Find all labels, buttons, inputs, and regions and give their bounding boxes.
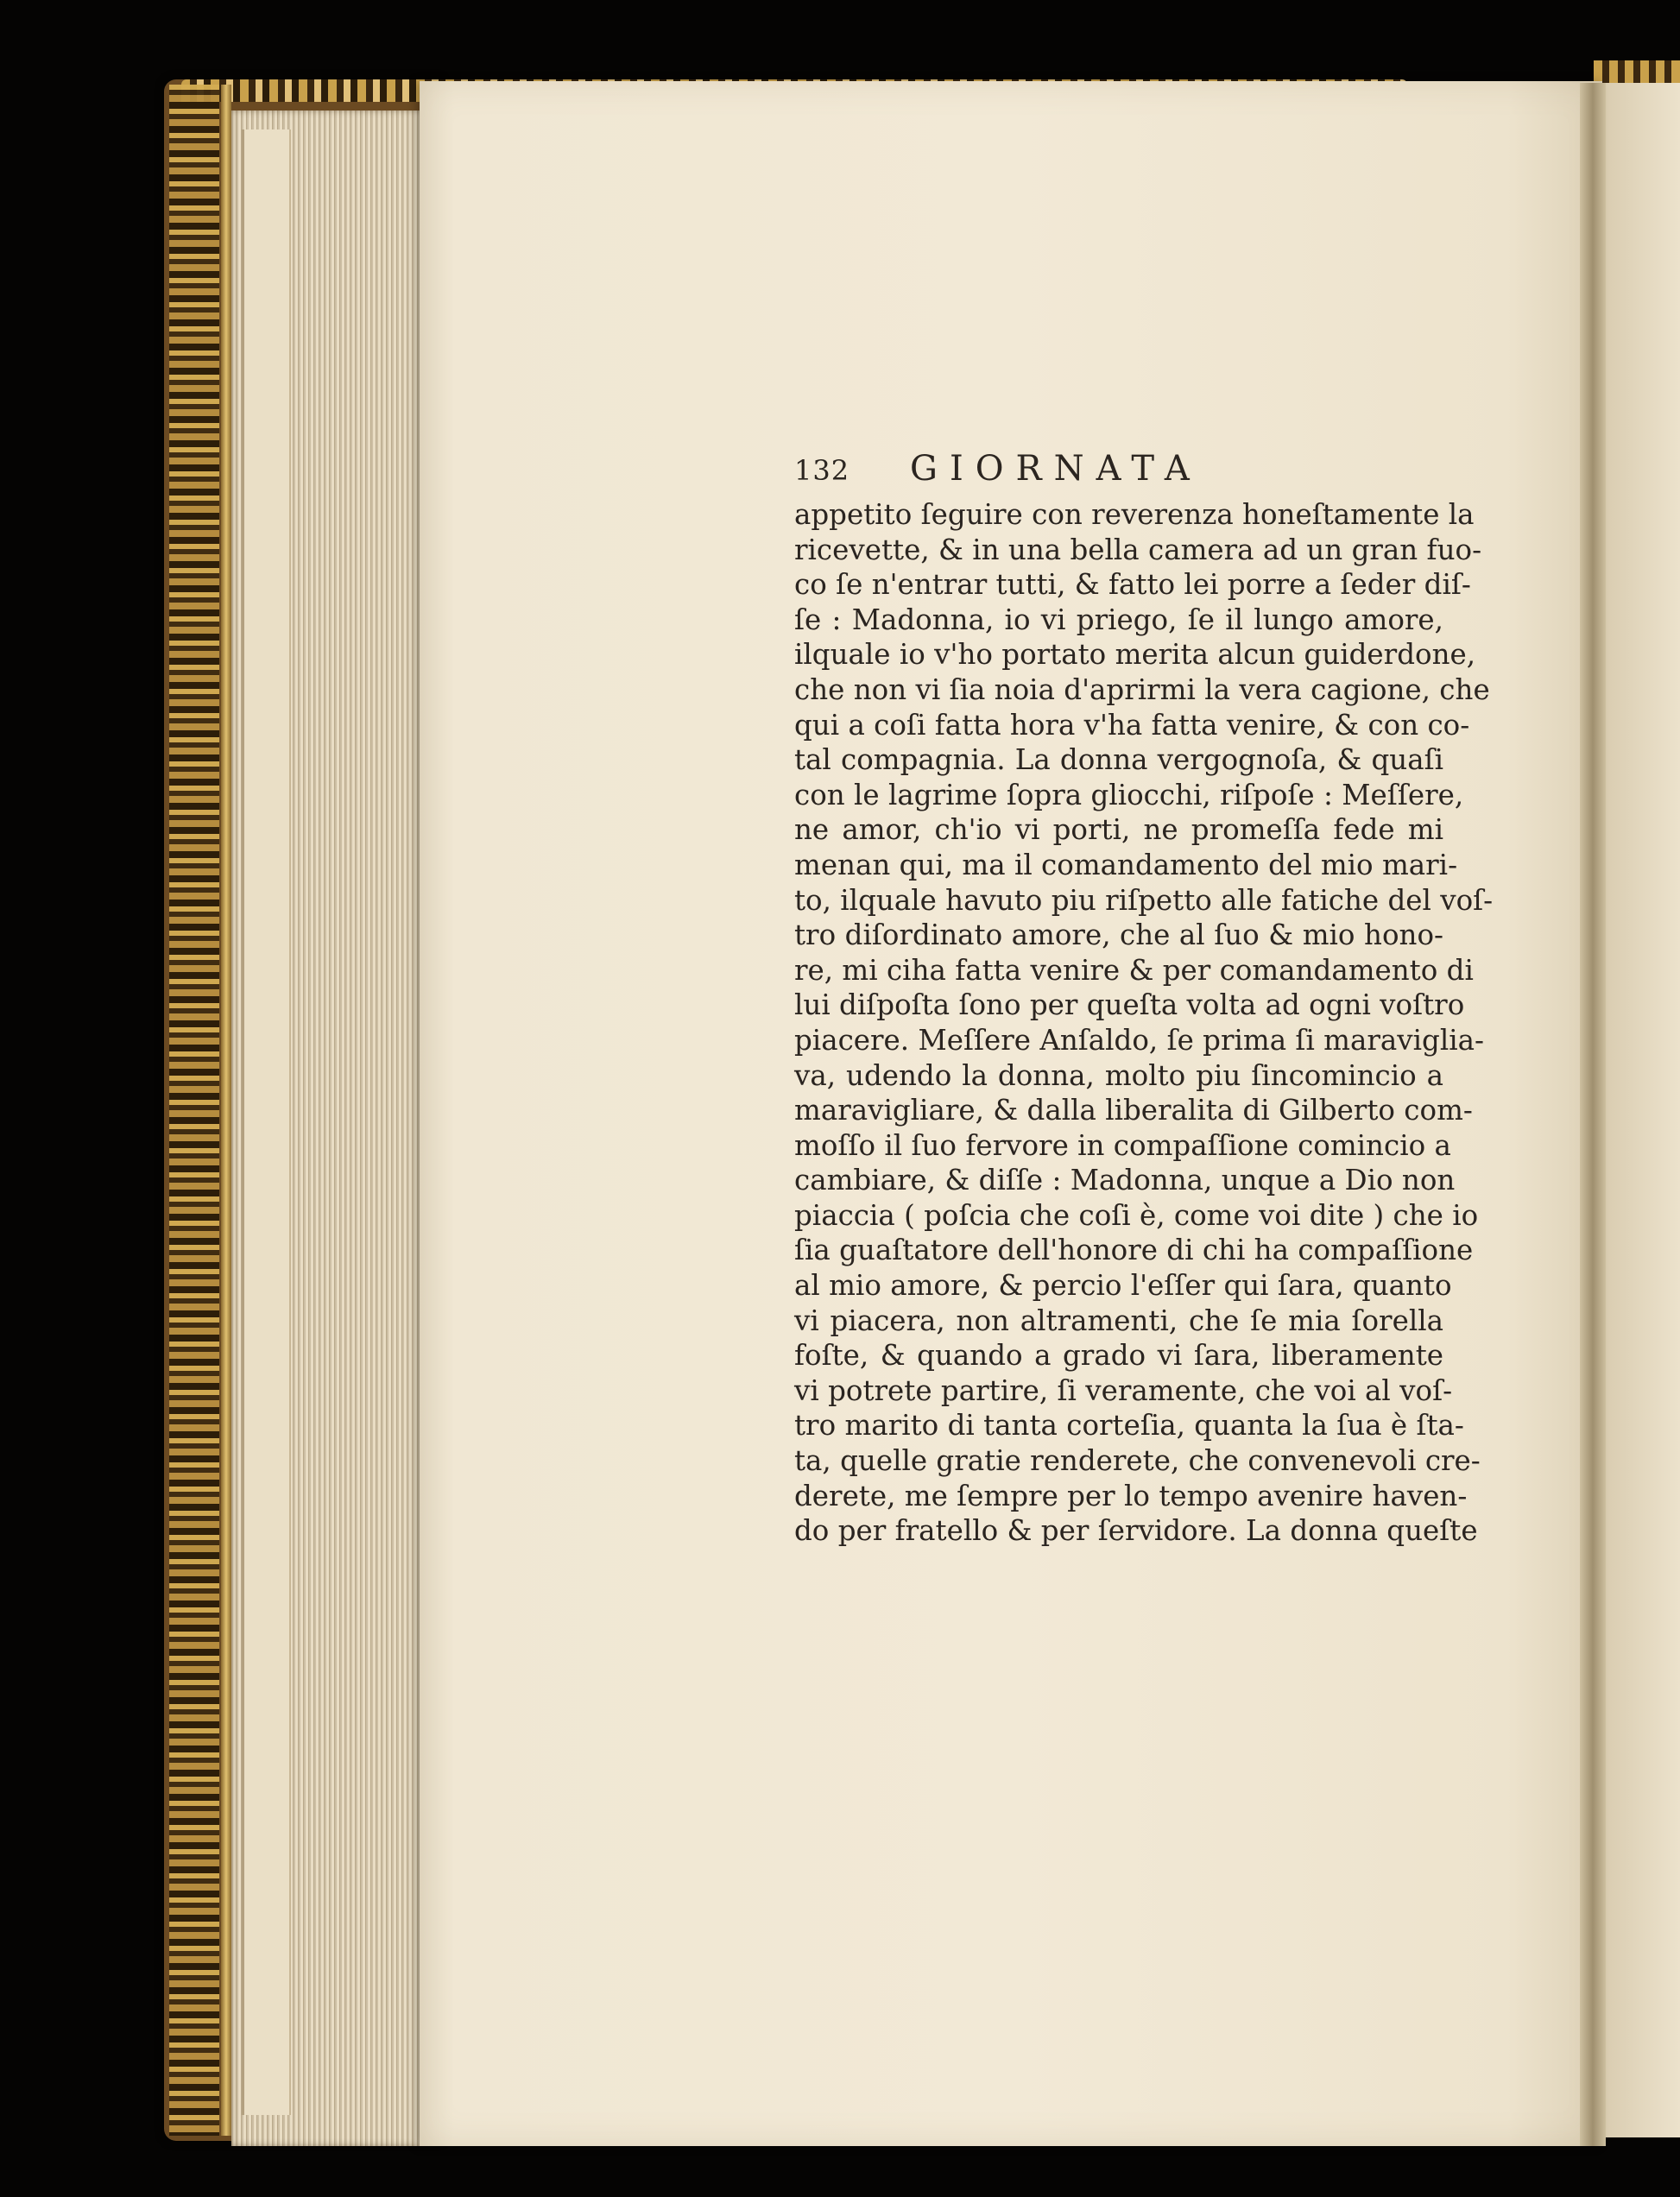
text-line: ne amor, ch'io vi porti, ne promeſſa fede mi [794, 813, 1443, 847]
text-line: tro marito di tanta corteſia, quanta la ſua è ſta- [794, 1409, 1464, 1443]
running-head: GIORNATA [910, 449, 1202, 489]
body-text [794, 497, 1494, 1549]
gilt-fillet-line [221, 85, 231, 2136]
text-line: ilquale io v'ho portato merita alcun guiderdone, [794, 638, 1476, 672]
text-line: cambiare, & diſſe : Madonna, unque a Dio non [794, 1164, 1456, 1197]
facing-cover-edge [1594, 60, 1680, 83]
page-header [794, 449, 1450, 501]
book-gutter [1580, 83, 1606, 2146]
text-line: qui a coſi fatta hora v'ha fatta venire, & con co- [794, 708, 1470, 742]
text-line: maravigliare, & dalla liberalita di Gilberto com- [794, 1094, 1473, 1127]
text-line: co ſe n'entrar tutti, & fatto lei porre a ſeder diſ- [794, 568, 1471, 602]
text-line: foſte, & quando a grado vi ſara, liberamente [794, 1339, 1443, 1373]
text-line: appetito ſeguire con reverenza honeſtamente la [794, 498, 1475, 531]
text-line: ta, quelle gratie renderete, che convenevoli cre- [794, 1444, 1481, 1478]
text-line: tal compagnia. La donna vergognoſa, & quaſi [794, 743, 1443, 777]
text-line: to, ilquale havuto piu riſpetto alle fatiche del voſ- [794, 883, 1494, 917]
text-line: al mio amore, & percio l'eſſer qui ſara, quanto [794, 1269, 1452, 1303]
text-line: vi piacera, non altramenti, che ſe mia ſorella [794, 1304, 1443, 1337]
text-line: piacere. Meſſere Anſaldo, ſe prima ſi maraviglia- [794, 1023, 1484, 1057]
text-line: con le lagrime ſopra gliocchi, riſpoſe : Meſſere, [794, 778, 1464, 811]
text-line: che non vi ſia noia d'aprirmi la vera cagione, che [794, 672, 1490, 706]
text-line: derete, me ſempre per lo tempo avenire haven- [794, 1479, 1468, 1512]
page-number: 132 [794, 454, 850, 487]
facing-page-edge [1602, 83, 1680, 2137]
text-line: menan qui, ma il comandamento del mio mari- [794, 848, 1458, 881]
text-line: ſe : Madonna, io vi priego, ſe il lungo amore, [794, 603, 1443, 636]
text-line: ricevette, & in una bella camera ad un gran fuo- [794, 533, 1482, 566]
text-line: vi potrete partire, ſi veramente, che voi al voſ- [794, 1373, 1453, 1407]
text-line: va, udendo la donna, molto piu ſincomincio a [794, 1058, 1443, 1092]
text-line: ſia guaſtatore dell'honore di chi ha compaſſione [794, 1234, 1474, 1267]
text-line: tro diſordinato amore, che al ſuo & mio hono- [794, 919, 1443, 952]
text-line: piaccia ( poſcia che coſi è, come voi dite ) che io [794, 1198, 1479, 1232]
text-line: moſſo il ſuo fervore in compaſſione comincio a [794, 1128, 1451, 1162]
endpaper-edge [242, 129, 291, 2115]
gilt-tooled-spine-border [169, 85, 219, 2136]
text-line: re, mi ciha fatta venire & per comandamento di [794, 953, 1474, 987]
text-line: do per fratello & per ſervidore. La donna queſte [794, 1514, 1478, 1548]
text-line: lui diſpoſta ſono per queſta volta ad ogni voſtro [794, 988, 1465, 1022]
